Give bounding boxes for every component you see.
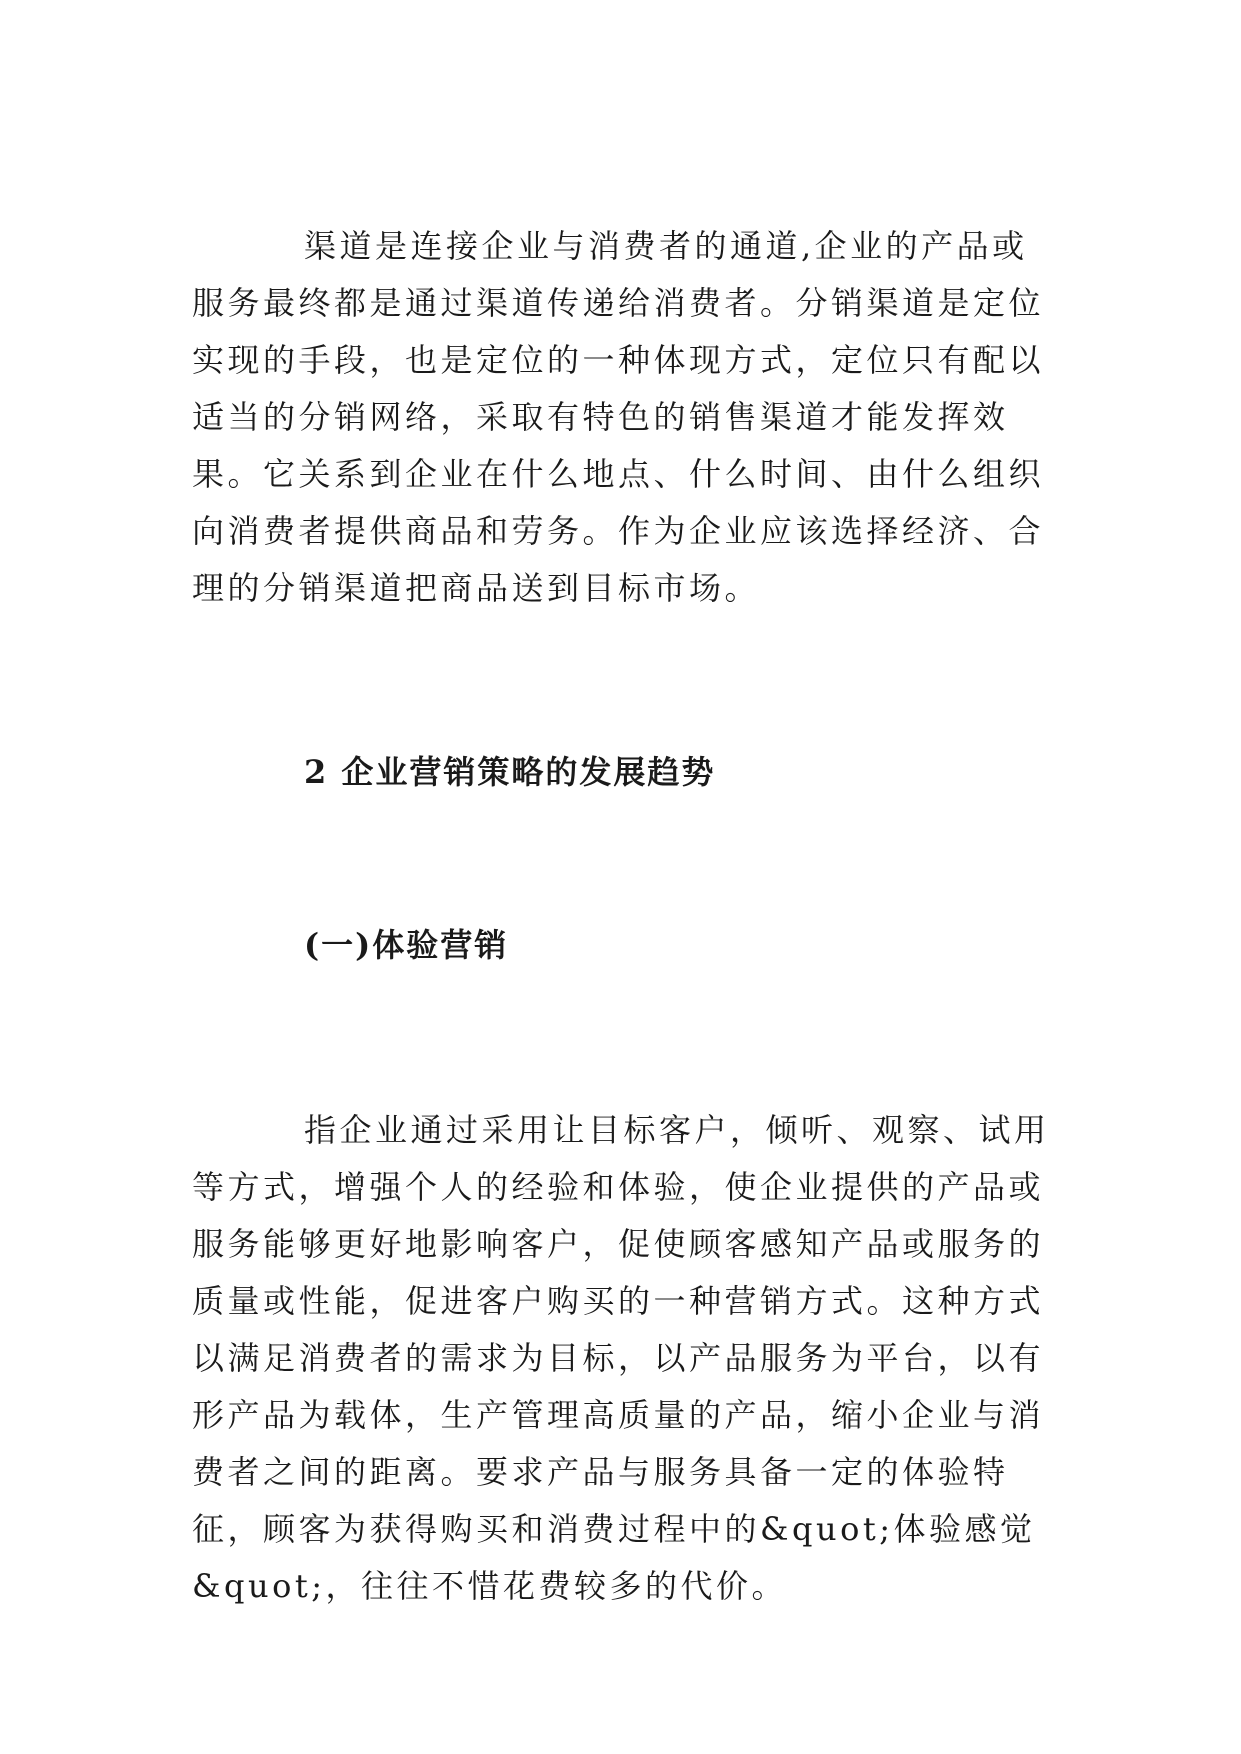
section-heading: 2 企业营销策略的发展趋势 xyxy=(304,753,716,791)
paragraph-experiential-marketing: 指企业通过采用让目标客户，倾听、观察、试用等方式，增强个人的经验和体验，使企业提供的产品或服务能够更好地影响客户，促使顾客感知产品或服务的质量或性能，促进客户购买的一种营销方式。这种方式以满足消费者的需求为目标，以产品服务为平台，以有形产品为载体，生产管理高质量的产品，缩小企业与消费者之间的距离。要求产品与服务具备一定的体验特征，顾客为获得购买和消费过程中的&quot;体验感觉&quot;，往往不惜花费较多的代价。 xyxy=(192,1111,1050,1605)
subsection-heading: (一)体验营销 xyxy=(304,926,509,964)
paragraph-distribution-channels: 渠道是连接企业与消费者的通道,企业的产品或服务最终都是通过渠道传递给消费者。分销渠道是定位实现的手段，也是定位的一种体现方式，定位只有配以适当的分销网络，采取有特色的销售渠道才能发挥效果。它关系到企业在什么地点、什么时间、由什么组织向消费者提供商品和劳务。作为企业应该选择经济、合理的分销渠道把商品送到目标市场。 xyxy=(192,227,1045,607)
